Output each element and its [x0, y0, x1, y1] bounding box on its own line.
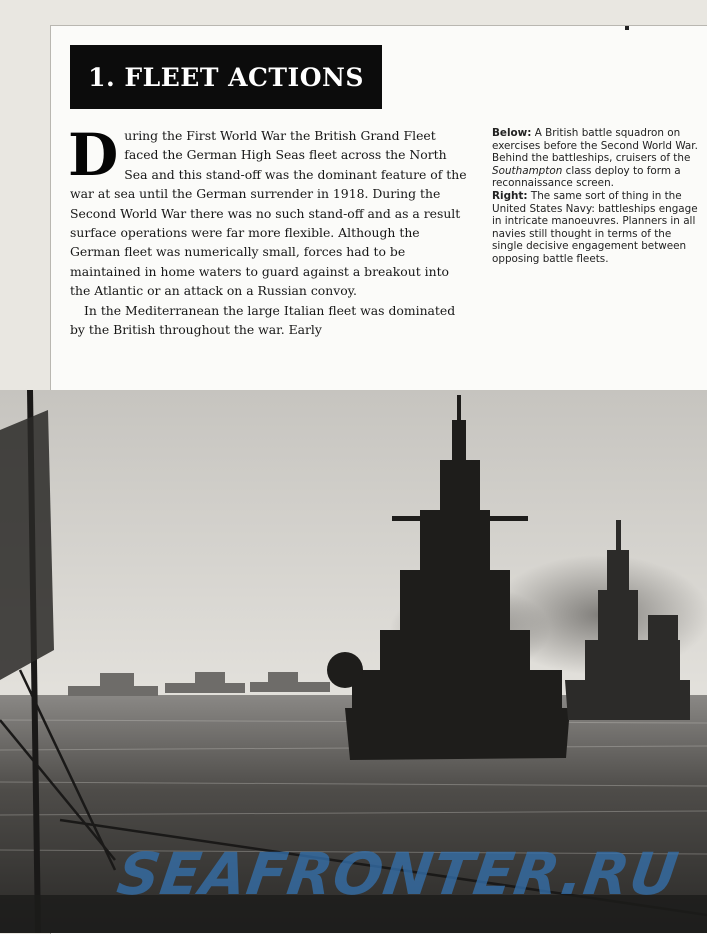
caption-right-label: Right:	[492, 189, 528, 202]
caption-right-text: The same sort of thing in the United States Navy: battleships engage in intricate manoeuvres. Planners in all navies still thought in terms of the single decisive engagement between opposing battle fleets.	[492, 189, 698, 265]
drop-cap: D	[68, 121, 119, 189]
chapter-heading	[70, 45, 382, 109]
caption-below-text-end: class deploy to form a reconnaissance screen.	[492, 164, 681, 190]
ensign-flag	[0, 410, 54, 680]
photo-caption	[492, 127, 702, 266]
caption-below	[492, 127, 702, 190]
chapter-title: 1. FLEET ACTIONS	[88, 62, 364, 92]
article-body	[68, 121, 470, 339]
caption-right	[492, 190, 702, 266]
caption-below-label: Below:	[492, 127, 532, 139]
paragraph-1-text: uring the First World War the British Grand Fleet faced the German High Seas fleet across the North Sea and this stand-off was the dominant feature of the war at sea until the German surrender in 1918. During the Second World War there was no such stand-off and as a result surface operations were far more flexible. Although the German fleet was numerically small, forces had to be maintained in home waters to guard against a breakout into the Atlantic or an attack on a Russian convoy.	[70, 128, 467, 299]
paragraph-1	[68, 121, 470, 301]
paragraph-2: In the Mediterranean the large Italian fleet was dominated by the British throughout the war. Early	[70, 302, 456, 338]
caption-below-text: A British battle squadron on exercises before the Second World War. Behind the battleships, cruisers of the	[492, 127, 698, 165]
site-watermark: SEAFRONTER.RU	[113, 840, 683, 908]
crop-mark	[625, 26, 629, 30]
ship-class-name: Southampton	[492, 164, 563, 177]
